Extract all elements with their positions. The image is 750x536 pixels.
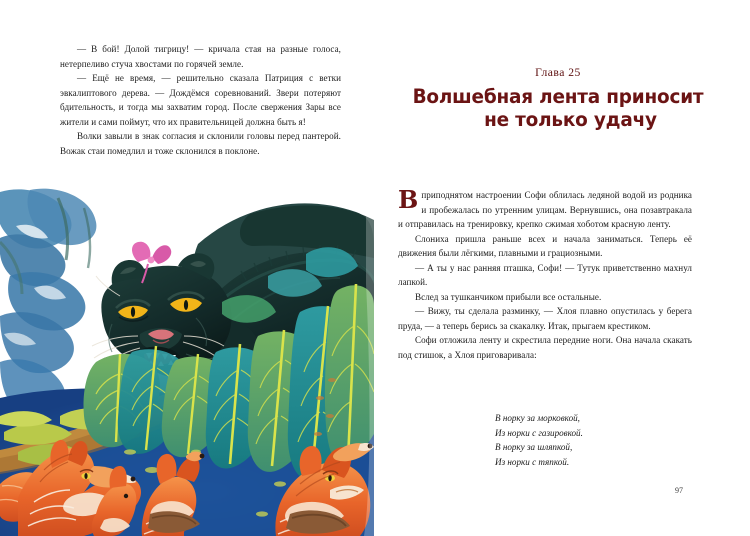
verse-line: В норку за шляпкой, — [495, 442, 573, 453]
paragraph-with-dropcap — [398, 185, 692, 232]
paragraph: Слониха пришла раньше всех и начала заниматься. Теперь её движения были лёгкими, плавными и грациозными. — [398, 233, 692, 259]
panther-and-wolves-illustration — [0, 184, 374, 536]
drop-cap: В — [398, 185, 419, 214]
left-page-body-text — [60, 42, 341, 158]
paragraph: — Вижу, ты сделала разминку, — Хлоя плавно опустилась у берега пруда, — а теперь берись за скакалку. Итак, прыгаем крестиком. — [398, 306, 692, 331]
paragraph: Софи отложила ленту и скрестила передние ноги. Она начала скакать под стишок, а Хлоя приговаривала: — [398, 335, 692, 361]
chapter-title-line-1: Волшебная лента приносит — [412, 85, 704, 108]
verse-line: В норку за морковкой, — [495, 413, 580, 423]
verse-line: Из норки с газировкой. — [495, 427, 583, 438]
paragraph: — В бой! Долой тигрицу! — кричала стая на разные голоса, нетерпеливо стуча хвостами по горячей земле. — [60, 44, 341, 69]
right-page-body-text — [398, 185, 692, 363]
chapter-title-line-2: не только удачу — [484, 107, 657, 131]
verse-block — [495, 411, 695, 469]
paragraph: Вслед за тушканчиком прибыли все остальные. — [415, 291, 602, 302]
verse-line: Из норки с тяпкой. — [495, 456, 570, 467]
page-number: 97 — [675, 486, 683, 495]
chapter-label: Глава 25 — [535, 66, 581, 79]
paragraph: Волки завыли в знак согласия и склонили головы перед пантерой. Вожак стаи помедлил и тоже склонился в поклоне. — [60, 131, 341, 156]
chapter-heading — [398, 66, 718, 131]
right-page — [375, 0, 750, 536]
chapter-title — [404, 86, 711, 131]
paragraph: — А ты у нас ранняя пташка, Софи! — Тутук приветственно махнул лапкой. — [398, 262, 692, 288]
paragraph: — Ещё не время, — решительно сказала Патриция с ветки эвкалиптового дерева. — Дождёмся соревнований. Звери потеряют бдительность, и тогда мы захватим город. После свержения Зары все жители и сами поймут, что их правительницей должна быть я! — [60, 73, 341, 127]
paragraph-text: приподнятом настроении Софи облилась ледяной водой из родника и пробежалась по утренним улицам. Вернувшись, она позавтракала и отправилась на тренировку, крепко сжимая хоботом красную ленту. — [398, 190, 692, 230]
